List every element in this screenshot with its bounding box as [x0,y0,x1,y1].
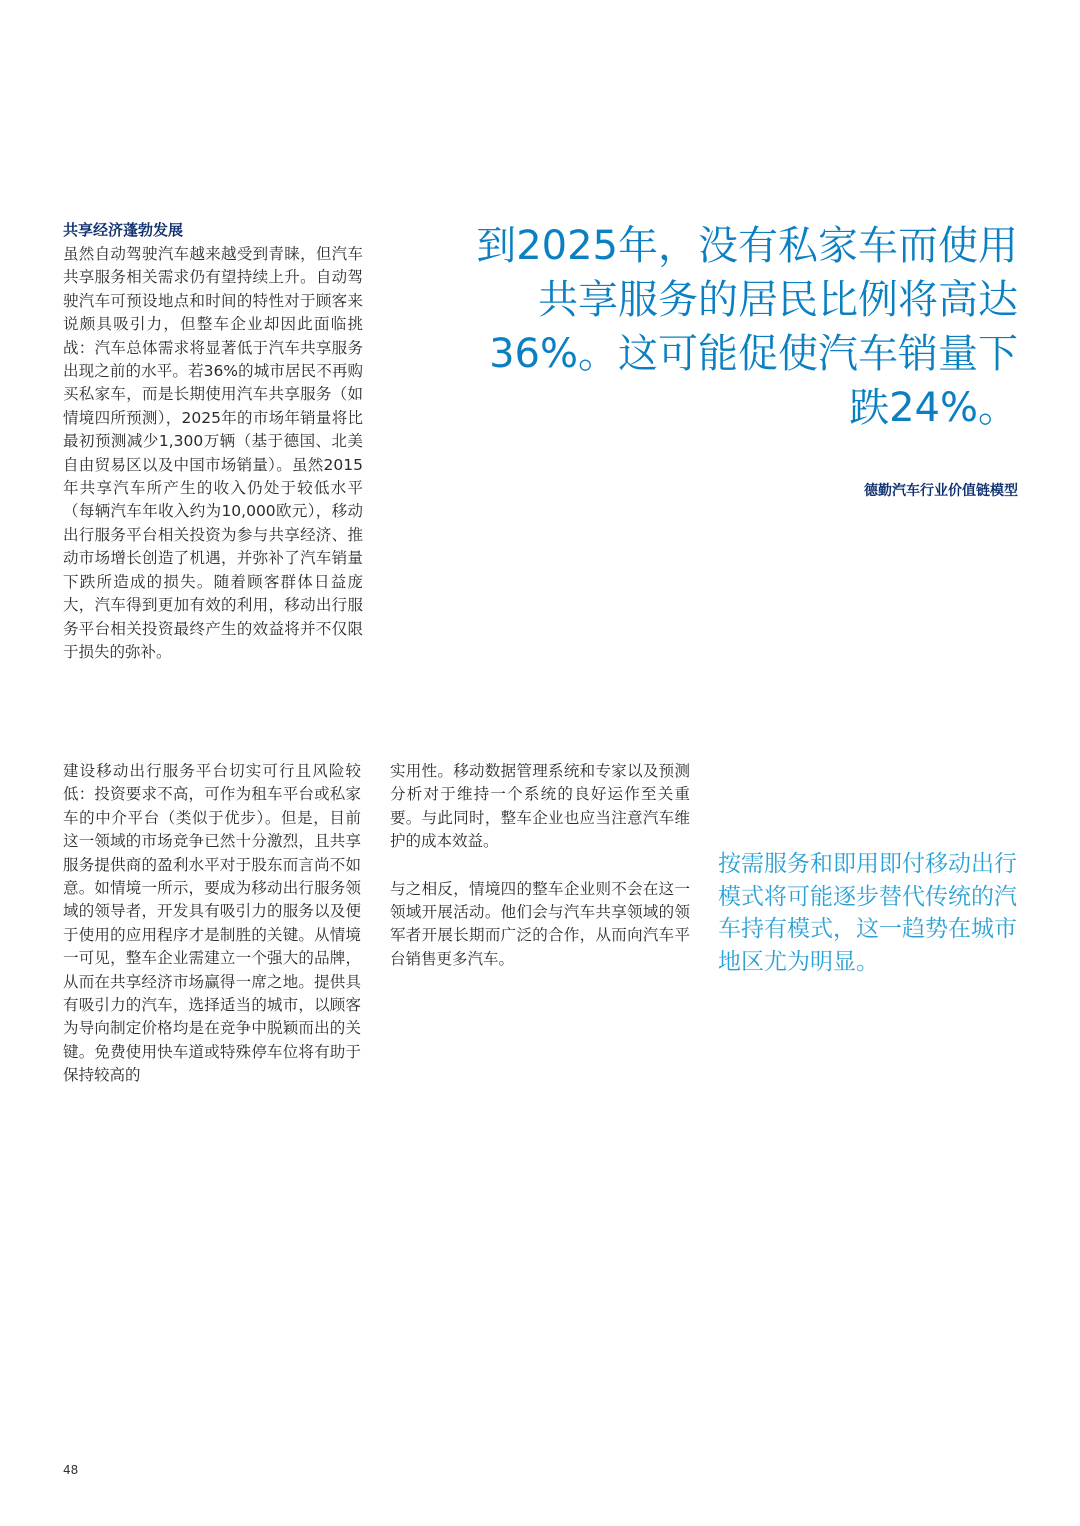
body-paragraph: 建设移动出行服务平台切实可行且风险较低：投资要求不高，可作为租车平台或私家车的中介平台（类似于优步）。但是，目前这一领域的市场竞争已然十分激烈，且共享服务提供商的盈利水平对于股东而言尚不如意。如情境一所示，要成为移动出行服务领域的领导者，开发具有吸引力的服务以及便于使用的应用程序才是制胜的关键。从情境一可见，整车企业需建立一个强大的品牌，从而在共享经济市场赢得一席之地。提供具有吸引力的汽车，选择适当的城市，以顾客为导向制定价格均是在竞争中脱颖而出的关键。免费使用快车道或特殊停车位将有助于保持较高的 [63,762,361,1085]
body-column-1 [63,243,363,664]
body-paragraph: 实用性。移动数据管理系统和专家以及预测分析对于维持一个系统的良好运作至关重要。与此同时，整车企业也应当注意汽车维护的成本效益。 [390,762,690,851]
body-column-2 [63,760,361,1088]
body-column-3 [390,760,690,971]
source-label: 德勤汽车行业价值链模型 [864,483,1018,499]
pull-quote-small: 按需服务和即用即付移动出行模式将可能逐步替代传统的汽车持有模式，这一趋势在城市地区尤为明显。 [718,851,1017,975]
body-paragraph: 与之相反，情境四的整车企业则不会在这一领域开展活动。他们会与汽车共享领域的领军者开展长期而广泛的合作，从而向汽车平台销售更多汽车。 [390,879,690,968]
page-number: 48 [63,1463,79,1477]
section-heading: 共享经济蓬勃发展 [63,221,184,239]
body-paragraph: 虽然自动驾驶汽车越来越受到青睐，但汽车共享服务相关需求仍有望持续上升。自动驾驶汽车可预设地点和时间的特性对于顾客来说颇具吸引力，但整车企业却因此面临挑战：汽车总体需求将显著低于汽车共享服务出现之前的水平。若36%的城市居民不再购买私家车，而是长期使用汽车共享服务（如情境四所预测），2025年的市场年销量将比最初预测减少1,300万辆（基于德国、北美自由贸易区以及中国市场销量）。虽然2015年共享汽车所产生的收入仍处于较低水平（每辆汽车年收入约为10,000欧元），移动出行服务平台相关投资为参与共享经济、推动市场增长创造了机遇，并弥补了汽车销量下跌所造成的损失。随着顾客群体日益庞大，汽车得到更加有效的利用，移动出行服务平台相关投资最终产生的效益将并不仅限于损失的弥补。 [63,245,363,661]
pull-quote-large: 到2025年，没有私家车而使用共享服务的居民比例将高达36%。这可能促使汽车销量下跌24%。 [476,223,1018,431]
